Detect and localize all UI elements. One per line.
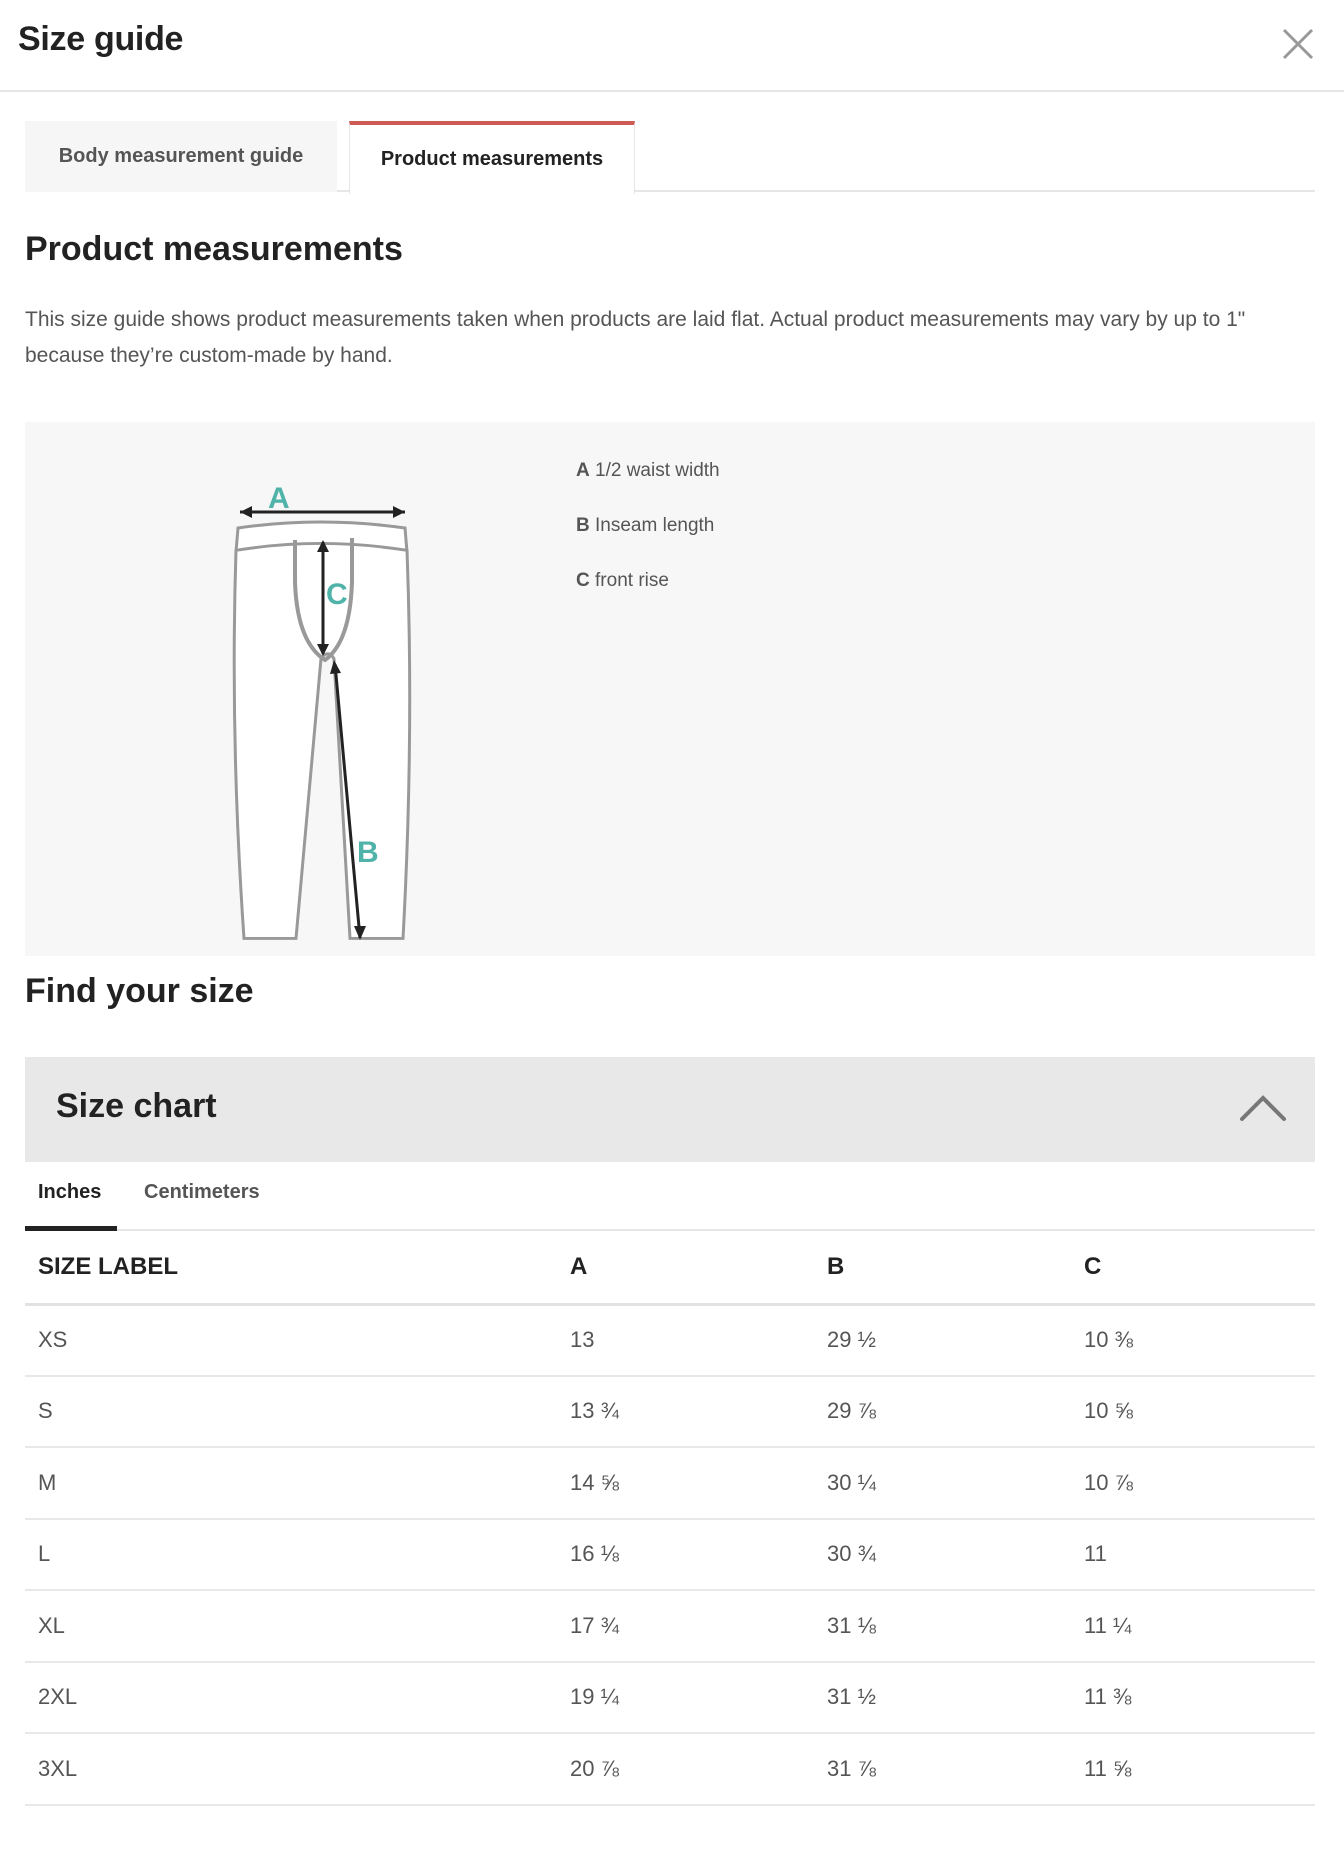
unit-tabs <box>25 1163 1315 1231</box>
cell-size: 3XL <box>25 1733 570 1805</box>
table-row <box>25 1662 1315 1734</box>
header-size-label: SIZE LABEL <box>25 1231 570 1304</box>
size-chart-table <box>25 1231 1315 1806</box>
measurement-diagram-panel <box>25 422 1315 956</box>
header-c: C <box>1084 1231 1315 1304</box>
header-a: A <box>570 1231 827 1304</box>
intro-text: This size guide shows product measurements taken when products are laid flat. Actual product measurements may vary by up to 1" because they’re custom-made by hand. <box>25 308 1246 367</box>
table-row <box>25 1376 1315 1448</box>
measurement-legend <box>576 460 720 625</box>
cell-a: 19 ¼ <box>570 1662 827 1734</box>
size-chart-title: Size chart <box>56 1087 217 1125</box>
cell-b: 29 ½ <box>827 1304 1084 1376</box>
cell-size: XS <box>25 1304 570 1376</box>
find-your-size-title: Find your size <box>25 972 254 1010</box>
cell-a: 20 ⅞ <box>570 1733 827 1805</box>
cell-b: 31 ½ <box>827 1662 1084 1734</box>
cell-c: 10 ⅝ <box>1084 1376 1315 1448</box>
legend-item-b: B Inseam length <box>576 515 715 536</box>
table-row <box>25 1590 1315 1662</box>
cell-c: 11 <box>1084 1519 1315 1591</box>
cell-c: 10 ⅜ <box>1084 1304 1315 1376</box>
table-row <box>25 1304 1315 1376</box>
cell-c: 11 ¼ <box>1084 1590 1315 1662</box>
close-button[interactable] <box>1278 24 1318 64</box>
cell-a: 13 <box>570 1304 827 1376</box>
header-b: B <box>827 1231 1084 1304</box>
table-header-row <box>25 1231 1315 1304</box>
cell-b: 29 ⅞ <box>827 1376 1084 1448</box>
tab-product-measurements[interactable]: Product measurements <box>349 121 635 194</box>
cell-a: 14 ⅝ <box>570 1447 827 1519</box>
size-chart-accordion-toggle[interactable] <box>25 1057 1315 1162</box>
cell-a: 17 ¾ <box>570 1590 827 1662</box>
label-c: C <box>326 578 348 611</box>
label-b: B <box>357 836 379 869</box>
label-a: A <box>268 482 290 515</box>
legend-item-c: C front rise <box>576 570 669 591</box>
cell-b: 31 ⅛ <box>827 1590 1084 1662</box>
guide-tabs <box>25 121 1315 192</box>
cell-size: M <box>25 1447 570 1519</box>
section-title: Product measurements <box>25 230 403 268</box>
cell-c: 10 ⅞ <box>1084 1447 1315 1519</box>
cell-size: S <box>25 1376 570 1448</box>
cell-size: L <box>25 1519 570 1591</box>
cell-c: 11 ⅜ <box>1084 1662 1315 1734</box>
table-row <box>25 1733 1315 1805</box>
pants-diagram <box>200 442 430 942</box>
cell-c: 11 ⅝ <box>1084 1733 1315 1805</box>
cell-b: 30 ¼ <box>827 1447 1084 1519</box>
table-row <box>25 1519 1315 1591</box>
modal-title: Size guide <box>18 20 184 58</box>
chevron-up-icon <box>1238 1091 1288 1123</box>
modal-header <box>0 0 1344 92</box>
tab-inches[interactable]: Inches <box>38 1181 102 1203</box>
cell-a: 13 ¾ <box>570 1376 827 1448</box>
cell-a: 16 ⅛ <box>570 1519 827 1591</box>
close-icon <box>1278 24 1318 64</box>
tab-centimeters[interactable]: Centimeters <box>144 1181 260 1203</box>
tab-body-measurement-guide[interactable]: Body measurement guide <box>25 121 337 192</box>
table-row <box>25 1447 1315 1519</box>
cell-b: 31 ⅞ <box>827 1733 1084 1805</box>
cell-size: 2XL <box>25 1662 570 1734</box>
cell-size: XL <box>25 1590 570 1662</box>
legend-item-a: A 1/2 waist width <box>576 460 720 481</box>
cell-b: 30 ¾ <box>827 1519 1084 1591</box>
